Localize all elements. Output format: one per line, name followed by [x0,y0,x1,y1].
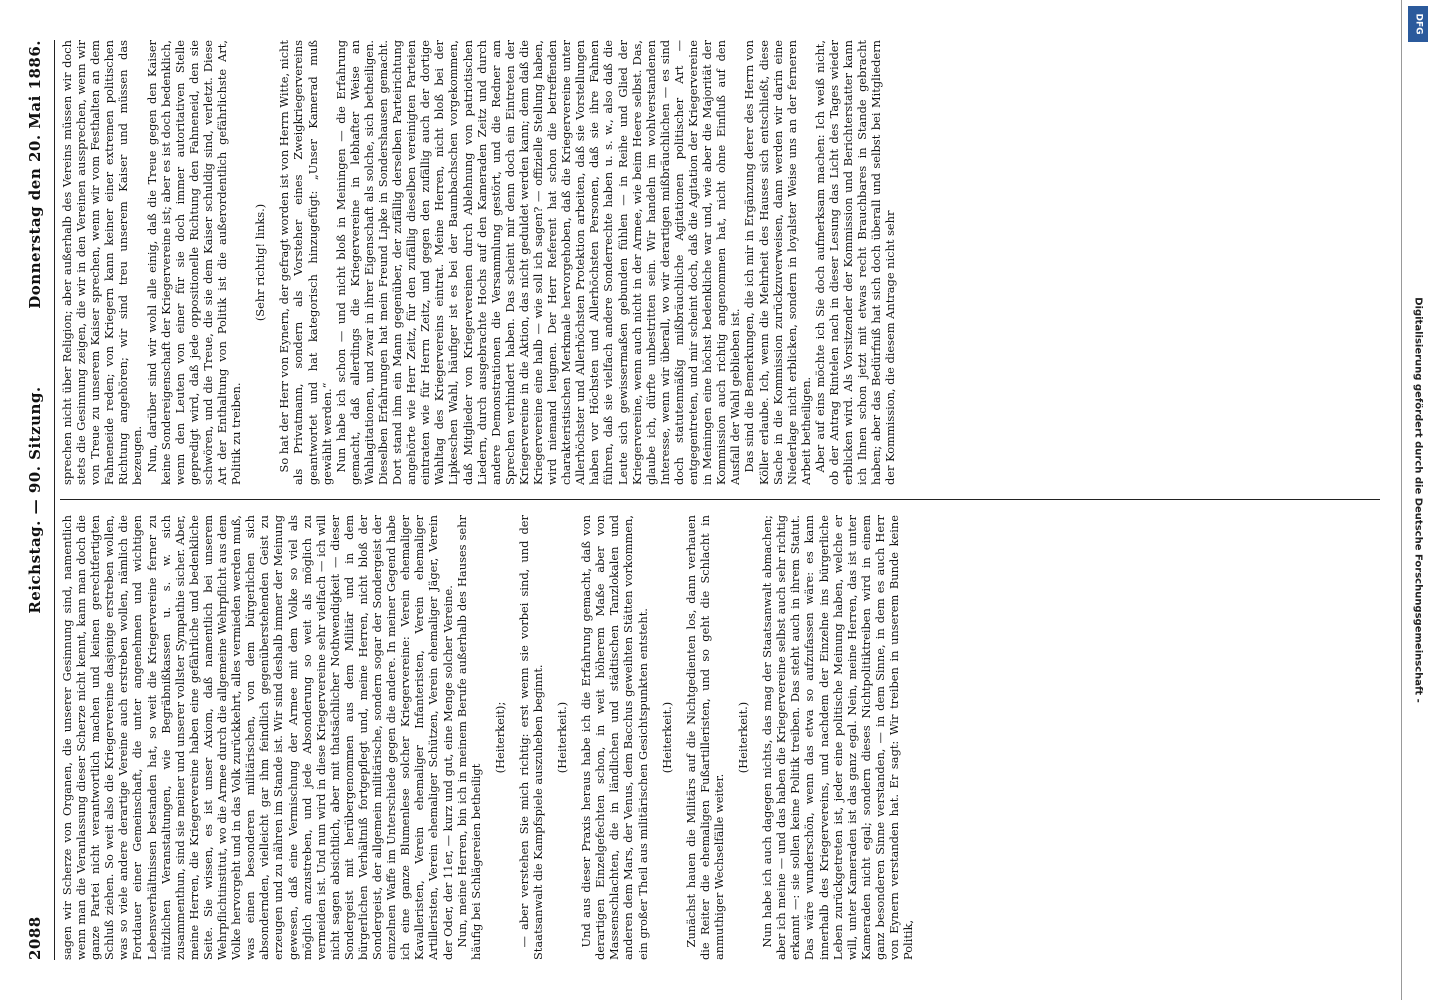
paragraph: Zunächst hauen die Militärs auf die Nichtgedienten los, dann verhauen die Reiter die ehemaligen Fußartilleristen, und so geht die Schlacht in anmuthiger Wechselfälle weiter. [683,515,726,960]
dfg-logo: DFG [1408,6,1428,42]
funding-note: Digitalisierung gefördert durch die Deutsche Forschungsgemeinschaft - [1412,297,1424,703]
text-columns [60,40,1380,960]
interjection: (Heiterkeit.) [659,701,674,774]
interjection: (Heiterkeit.) [736,701,751,774]
right-column [60,40,1380,485]
paragraph: Und aus dieser Praxis heraus habe ich die Erfahrung gemacht, daß von derartigen Einzelgefechten schon, in weit höherem Maße aber von Massenschlachten, die in ländlichen und städtischen Tanzlokalen und anderen dem Mars, der Venus, dem Bacchus geweihten Stätten vorkommen, ein großer Theil aus militärischen Gesichtspunkten entsteht. [579,515,650,960]
interjection: (Sehr richtig! links.) [253,203,268,322]
left-column [60,515,1380,960]
running-head [14,40,55,960]
paragraph: sagen wir Scherze von Organen, die unserer Gesinnung sind, namentlich wenn man die Veranlassung dieser Scherze nicht kennt, kann man doch die ganze Partei nicht verantwortlich machen und keinen gerechtfertigten Schluß ziehen. So weit also die Kriegervereine dasjenige erstreben wollen, was so viele andere derartige Vereine auch erstreben wollen, nämlich die Fortdauer einer Gemeinschaft, die unter angenehmen und wichtigen Lebensverhältnissen bestanden hat, so weit die Kriegervereine ferner zu nützlichen Veranstaltungen, wie Begräbnißkassen u. s. w. sich zusammenthun, sind sie meiner und unserer vollster Sympathie sicher. Aber, meine Herren, die Kriegervereine haben eine gefährliche und bedenkliche Seite. Sie wissen, es ist unser Axiom, daß namentlich bei unserem Wehrpflichtinstitut, wo die Armee durch die allgemeine Wehrpflicht aus dem Volke hervorgeht und in das Volk zurückkehrt, alles vermieden werden muß, was einen besonderen militärischen, von dem bürgerlichen sich absondernden, vielleicht gar ihm feindlich gegenüberstehenden Geist zu erzeugen und zu nähren im Stande ist. Wir sind deshalb immer der Meinung gewesen, daß eine Vermischung der Armee mit dem Volke so viel als möglich anzustreben, und jede Absonderung so weit als möglich zu vermeiden ist. Und nun wird in diese Kriegervereine sehr vielfach — ich will nicht sagen absichtlich, aber mit thatsächlicher Nothwendigkeit — dieser Sondergeist mit herübergenommen aus dem Militär und in dem bürgerlichen Verhältniß fortgepflegt und, meine Herren, nicht bloß der Sondergeist, der allgemein militärische, sondern sogar der Sondergeist der einzelnen Waffe im Unterschiede gegen die andere. In meiner Gegend habe ich eine ganze Blumenlese solcher Kriegervereine: Verein ehemaliger Kavalleristen, Verein ehemaliger Infanteristen, Verein ehemaliger Artilleristen, Verein ehemaliger Schützen, Verein ehemaliger Jäger, Verein der Oder, der 11er, — kurz und gut, eine Menge solcher Vereine. [60,515,455,960]
column-divider [60,499,1380,500]
header-title: Reichstag. — 90. Sitzung. [26,386,44,614]
paragraph: Aber auf eins möchte ich Sie doch aufmerksam machen: Ich weiß nicht, ob der Antrag Rintelen nach in dieser Lesung das Licht des Tages wieder erblicken wird. Als Vorsitzender der Kommission und Berichterstatter kann ich Ihnen schon jetzt mit etwas recht Brauchbares in Stande gebracht haben; aber das Bedürfniß hat sich doch überall und selbst bei Mitgliedern der Kommission, die diesem Antrage nicht sehr [812,40,898,485]
scan-edge [1401,0,1402,1000]
paragraph: Nun, darüber sind wir wohl alle einig, daß die Treue gegen den Kaiser keine Sondereigenschaft der Kriegervereine ist; aber es ist doch bedenklich, wenn den Leuten von einer für sie doch immer autoritativen Stelle gepredigt wird, daß jede oppositionelle Richtung den Fahneneid, den sie schwören, und die Treue, die sie dem Kaiser schuldig sind, verletzt. Diese Art der Enthaltung von Politik ist die außerordentlich gefährlichste Art, Politik zu treiben. [144,40,244,485]
interjection: (Heiterkeit.) [555,701,570,774]
header-date: Donnerstag den 20. Mai 1886. [26,40,44,309]
paragraph: Nun habe ich auch dagegen nichts, das mag der Staatsanwalt abmachen; aber ich meine — und das haben die Kriegervereine selbst auch sehr richtig erkannt —: sie sollen keine Politik treiben. Das steht auch in ihrem Statut. Das wäre wunderschön, wenn das etwa so aufzufassen wäre: es kann innerhalb des Kriegervereins, und nachdem der Einzelne ins bürgerliche Leben zurückgetreten ist, jeder eine politische Meinung haben, welche er will, unter Kameraden ist das ganz egal. Nein, meine Herren, das ist unter Kameraden nicht egal; sondern dieses Nichtpolitiktreiben wird in einem ganz besonderen Sinne verstanden, — in dem Sinne, in dem es auch Herr von Eynern verstanden hat. Er sagt: Wir treiben in unserem Bunde keine Politik, [760,515,916,960]
paragraph: sprechen nicht über Religion; aber außerhalb des Vereins müssen wir doch stets die Gesinnung zeigen, die wir in den Vereinen aussprechen, wenn wir von Treue zu unserem Kaiser sprechen, wenn wir vom Festhalten an dem Fahneneide reden; von Kriegern kann keiner einer extremen politischen Richtung angehören; wir sind treu unserem Kaiser und müssen das bezeugen. [60,40,145,485]
interjection: (Heiterkeit); [492,701,507,774]
paragraph: Nun habe ich schon — und nicht bloß in Meiningen — die Erfahrung gemacht, daß allerdings die Kriegervereine in lebhafter Weise an Wahlagitationen, und zwar in ihrer Eigenschaft als solche, sich betheiligen. Dieselben Erfahrungen hat mein Freund Lipke in Sondershausen gemacht. Dort stand ihm ein Mann gegenüber, der zufällig derselben Parteirichtung angehörte wie Herr Zeitz, für den zufällig dieselben vereinigten Parteien eintraten wie für Herrn Zeitz, und gegen den zufällig auch der dortige Wahltag des Kriegervereins eintrat. Meine Herren, nicht bloß bei der Lipkeschen Wahl, häufiger ist es bei der Baumbachschen vorgekommen, daß Mitglieder von Kriegervereinen durch Ablehnung von patriotischen Liedern, durch ausgebrachte Hochs auf den Kameraden Zeitz und durch andere Demonstrationen die Versammlung gestört, und die Redner am Sprechen verhindert haben. Das scheint mir denn doch ein Eintreten der Kriegervereine in die Aktion, das nicht geduldet werden kann; denn daß die Kriegervereine eine halb — wie soll ich sagen? — offizielle Stellung haben, wird niemand leugnen. Der Herr Referent hat schon die betreffenden charakteristischen Merkmale hervorgehoben, daß die Kriegervereine unter Allerhöchster und Allerhöchsten Protektion arbeiten, daß sie Vorstellungen haben vor Höchsten und Allerhöchsten Personen, daß sie ihre Fahnen führen, daß sie vielfach andere Sonderrechte haben u. s. w., also daß die Leute sich gewissermaßen gebunden fühlen — in Reihe und Glied der Kriegervereine, wenn auch nicht in der Armee, wie beim Heere selbst. Das, glaube ich, dürfte unbestritten sein. Wir handeln im wohlverstandenen Interesse, wenn wir überall, wo wir derartigen mißbräuchlichen — es sind doch statutenmäßig mißbräuchliche Agitationen politischer Art — entgegentreten, und mir scheint doch, daß die Agitation der Kriegervereine in Meiningen eine höchst bedenkliche war und, wie aber die Majorität der Kommission auch richtig angenommen hat, nicht ohne Einfluß auf den Ausfall der Wahl geblieben ist. [333,40,743,485]
paragraph: Nun, meine Herren, bin ich in meinem Berufe außerhalb des Hauses sehr häufig bei Schlägereien betheiligt [454,515,483,960]
paragraph: So hat der Herr von Eynern, der gefragt worden ist von Herrn Witte, nicht als Privatmann, sondern als Vorsteher eines Zweigkriegervereins geantwortet und hat kategorisch hinzugefügt: „Unser Kamerad muß gewählt werden.“ [277,40,334,485]
paragraph: — aber verstehen Sie mich richtig: erst wenn sie vorbei sind, und der Staatsanwalt die Kampfspiele auszuheben beginnt. [516,515,545,960]
paragraph: Das sind die Bemerkungen, die ich mir in Ergänzung derer des Herrn von Köller erlaube. Ich, wenn die Mehrheit des Hauses sich entschließt, diese Sache in die Kommission zurückzuverweisen, dann werden wir darin eine Niederlage nicht erblicken, sondern in loyalster Weise uns an der ferneren Arbeit betheiligen. [742,40,813,485]
page-number: 2088 [26,916,44,960]
dfg-sidenote [1404,0,1432,1000]
